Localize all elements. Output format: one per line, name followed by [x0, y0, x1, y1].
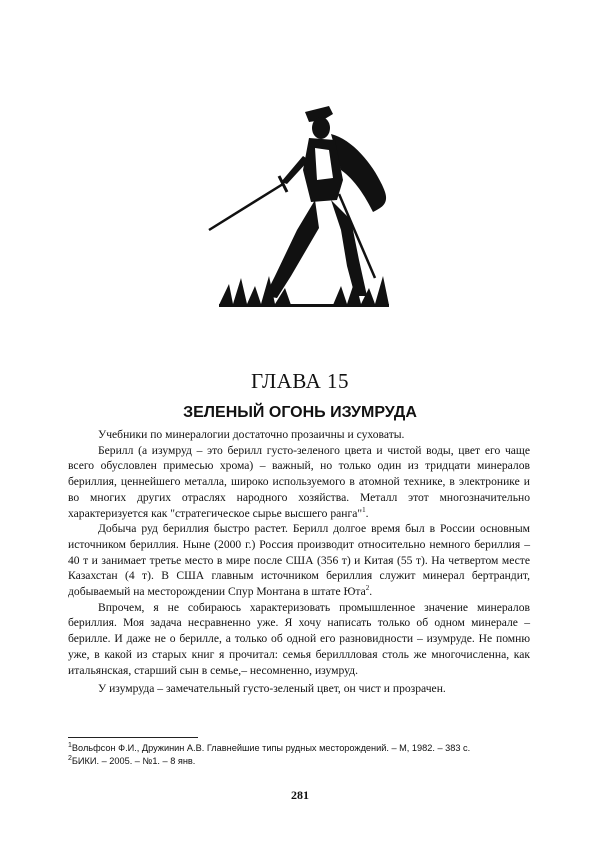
paragraph: Добыча руд бериллия быстро растет. Берилл долгое время был в России основным источником бериллия. Ныне (2000 г.) Россия производит относительно немного бериллия – 40 т и занимает третье место в мире после США (356 т) и Китая (55 т). На четвертом месте Казахстан (4 т). В США главным источником бериллия служит минерал бертрандит, добываемый на месторождении Спур Монтана в штате Юта$^2$. — [68, 522, 530, 599]
paragraph: Учебники по минералогии достаточно прозаичны и суховаты. — [98, 428, 405, 441]
footnote-mark: 1 — [68, 741, 72, 749]
body-text — [68, 427, 530, 697]
swordsman-illustration-icon — [205, 100, 405, 315]
paragraph: Впрочем, я не собираюсь характеризовать промышленное значение минералов бериллия. Моя задача несравненно уже. Я хочу написать только об одном минерале – берилле. И даже не о берилле, а только об одной его разновидности – изумруде. Не помню уже, в какой из старых книг я прочитал: семья бериллловая столь же многочисленна, как итальянская, старший сын в семье,– несомненно, изумруд. — [68, 600, 530, 677]
footnote-divider — [68, 737, 198, 738]
footnote-ref[interactable]: 1 — [362, 505, 366, 514]
paragraph: Берилл (а изумруд – это берилл густо-зеленого цвета и чистой воды, цвет его чаще всего обусловлен примесью хрома) – важный, но только один из тридцати минералов бериллия, ценнейшего металла, широко используемого в атомной технике, в электронике и во многих других отраслях народного хозяйства. Металл этот многозначительно характеризуется как "стратегическое сырье высшего ранга"$^1$. — [68, 443, 530, 520]
footnote: $^2$БИКИ. – 2005. – №1. – 8 янв. — [68, 754, 196, 766]
chapter-title: ЗЕЛЕНЫЙ ОГОНЬ ИЗУМРУДА — [183, 404, 417, 421]
footnote-ref[interactable]: 2 — [365, 584, 370, 593]
chapter-heading: ГЛАВА 15 — [250, 369, 350, 393]
paragraph: У изумруда – замечательный густо-зеленый цвет, он чист и прозрачен. — [98, 682, 446, 696]
footnote-mark: 2 — [68, 754, 72, 762]
footnote: $^1$Вольфсон Ф.И., Дружинин А.В. Главнейшие типы рудных месторождений. – М, 1982. – 383 с. — [68, 741, 471, 753]
page-number: 281 — [291, 788, 309, 802]
